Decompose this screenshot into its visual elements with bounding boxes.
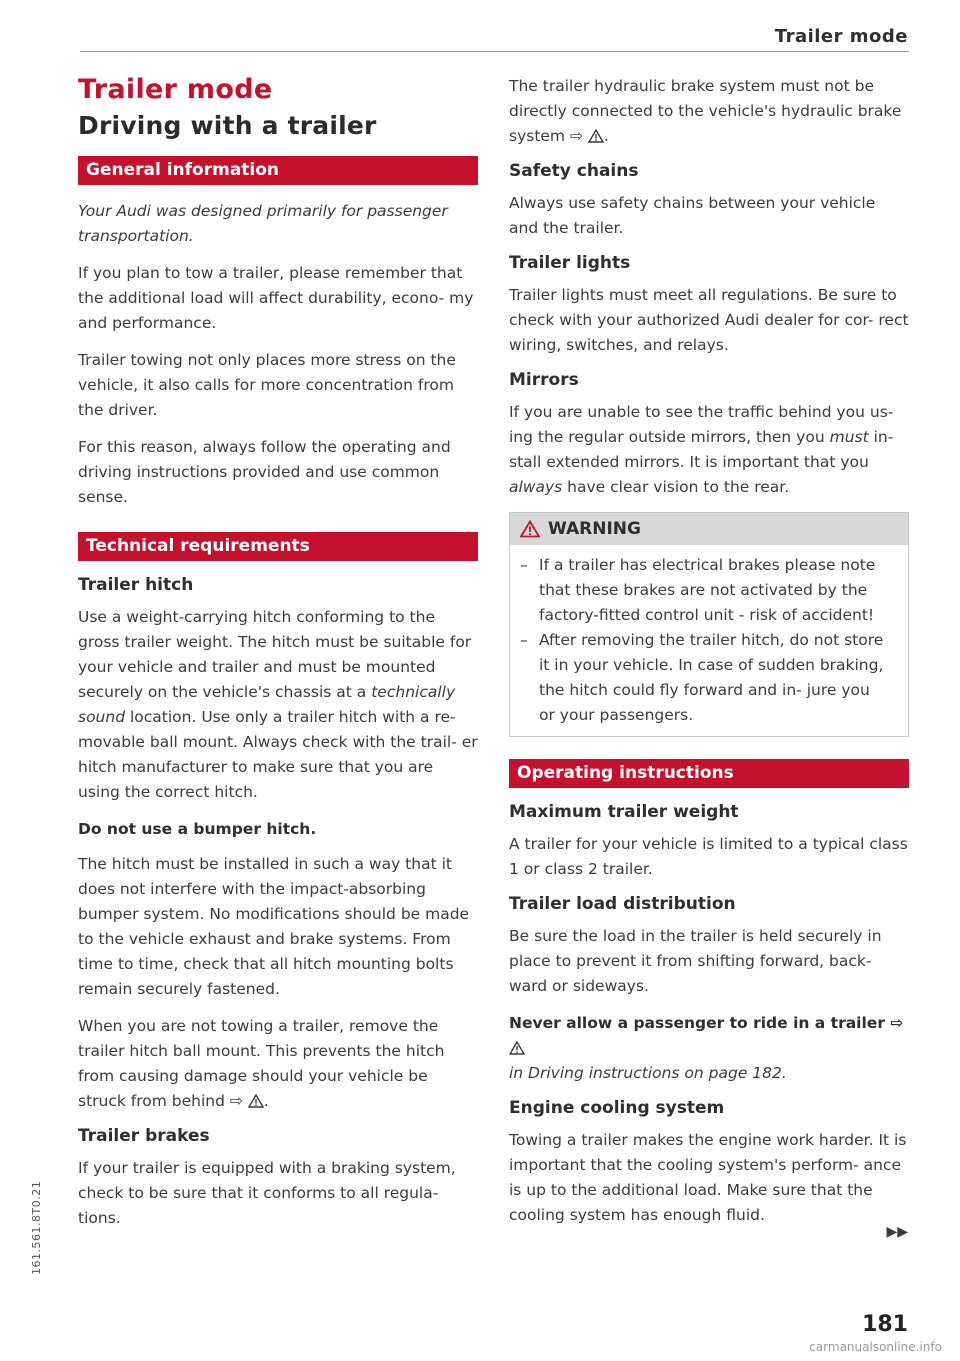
left-column bbox=[78, 74, 478, 1243]
paragraph: Always use safety chains between your vehicle and the trailer. bbox=[509, 194, 876, 237]
right-column bbox=[509, 74, 909, 1240]
safety-chains-heading: Safety chains bbox=[509, 161, 639, 181]
warning-triangle-icon[interactable] bbox=[588, 129, 604, 143]
paragraph: If you plan to tow a trailer, please remember that the additional load will affect durability, econo- my and performance. bbox=[78, 264, 474, 332]
paragraph: The hitch must be installed in such a way that it does not interfere with the impact-absorbing bumper system. No modifications should be made to the vehicle exhaust and brake systems. From time to time, check that all hitch mounting bolts remain securely fastened. bbox=[78, 855, 470, 998]
warning-box bbox=[509, 512, 909, 737]
paragraph: A trailer for your vehicle is limited to a typical class 1 or class 2 trailer. bbox=[509, 835, 908, 878]
section-title: Driving with a trailer bbox=[78, 111, 377, 140]
watermark: carmanualsonline.info bbox=[809, 1340, 942, 1354]
paragraph: Trailer towing not only places more stress on the vehicle, it also calls for more concentration from the driver. bbox=[78, 351, 456, 419]
trailer-lights-heading: Trailer lights bbox=[509, 253, 631, 273]
page-reference[interactable]: in Driving instructions on page 182. bbox=[509, 1064, 787, 1082]
mirrors-paragraph: If you are unable to see the traffic behind you us- ing the regular outside mirrors, then you must in- stall extended mirrors. It is important that you always have clear vision to the rear. bbox=[509, 403, 894, 496]
header-rule bbox=[80, 51, 909, 52]
technical-requirements-bar: Technical requirements bbox=[78, 532, 478, 561]
paragraph: Trailer lights must meet all regulations. Be sure to check with your authorized Audi dealer for cor- rect wiring, switches, and relays. bbox=[509, 286, 909, 354]
trailer-hitch-paragraph: Use a weight-carrying hitch conforming to the gross trailer weight. The hitch must be suitable for your vehicle and trailer and must be mounted securely on the vehicle's chassis at a technically sound location. Use only a trailer hitch with a re- movable ball mount. Always check with the trail- er hitch manufacturer to make sure that you are using the correct hitch. bbox=[78, 608, 478, 801]
warning-header bbox=[510, 513, 908, 545]
warning-item: – If a trailer has electrical brakes please note that these brakes are not activated by the factory-fitted control unit - risk of accident! bbox=[520, 556, 876, 624]
engine-cooling-heading: Engine cooling system bbox=[509, 1098, 725, 1118]
warning-triangle-icon[interactable] bbox=[248, 1094, 264, 1108]
paragraph: For this reason, always follow the operating and driving instructions provided and use common sense. bbox=[78, 438, 451, 506]
operating-instructions-bar: Operating instructions bbox=[509, 759, 909, 788]
warning-title: WARNING bbox=[548, 519, 641, 539]
bumper-hitch-warning: Do not use a bumper hitch. bbox=[78, 820, 317, 838]
warning-list bbox=[510, 545, 908, 736]
load-distribution-heading: Trailer load distribution bbox=[509, 894, 736, 914]
paragraph: Be sure the load in the trailer is held securely in place to prevent it from shifting forward, back- ward or sideways. bbox=[509, 927, 882, 995]
trailer-hitch-heading: Trailer hitch bbox=[78, 575, 194, 595]
running-head: Trailer mode bbox=[774, 26, 908, 47]
paragraph: Towing a trailer makes the engine work harder. It is important that the cooling system's perform- ance is up to the additional load. Make sure that the cooling system has enough fluid. bbox=[509, 1131, 907, 1224]
general-information-bar: General information bbox=[78, 156, 478, 185]
warning-triangle-icon bbox=[520, 520, 540, 538]
intro-paragraph: Your Audi was designed primarily for passenger transportation. bbox=[78, 202, 448, 245]
max-trailer-weight-heading: Maximum trailer weight bbox=[509, 802, 739, 822]
hydraulic-paragraph: The trailer hydraulic brake system must not be directly connected to the vehicle's hydraulic brake system ⇨ . bbox=[509, 77, 902, 145]
paragraph: If your trailer is equipped with a braking system, check to be sure that it conforms to all regula- tions. bbox=[78, 1159, 456, 1227]
continue-arrow-icon: ▶▶ bbox=[886, 1224, 908, 1240]
mirrors-heading: Mirrors bbox=[509, 370, 579, 390]
passenger-warning: Never allow a passenger to ride in a trailer ⇨ bbox=[509, 1011, 909, 1061]
chapter-title: Trailer mode bbox=[78, 74, 273, 105]
document-code: 161.561.8T0.21 bbox=[30, 1180, 43, 1275]
page-number: 181 bbox=[862, 1312, 908, 1337]
warning-triangle-icon[interactable] bbox=[509, 1041, 525, 1055]
warning-item: – After removing the trailer hitch, do not store it in your vehicle. In case of sudden braking, the hitch could fly forward and in- jure you or your passengers. bbox=[520, 631, 884, 724]
trailer-brakes-heading: Trailer brakes bbox=[78, 1126, 210, 1146]
no-towing-paragraph: When you are not towing a trailer, remove the trailer hitch ball mount. This prevents the hitch from causing damage should your vehicle be struck from behind ⇨ . bbox=[78, 1017, 445, 1110]
